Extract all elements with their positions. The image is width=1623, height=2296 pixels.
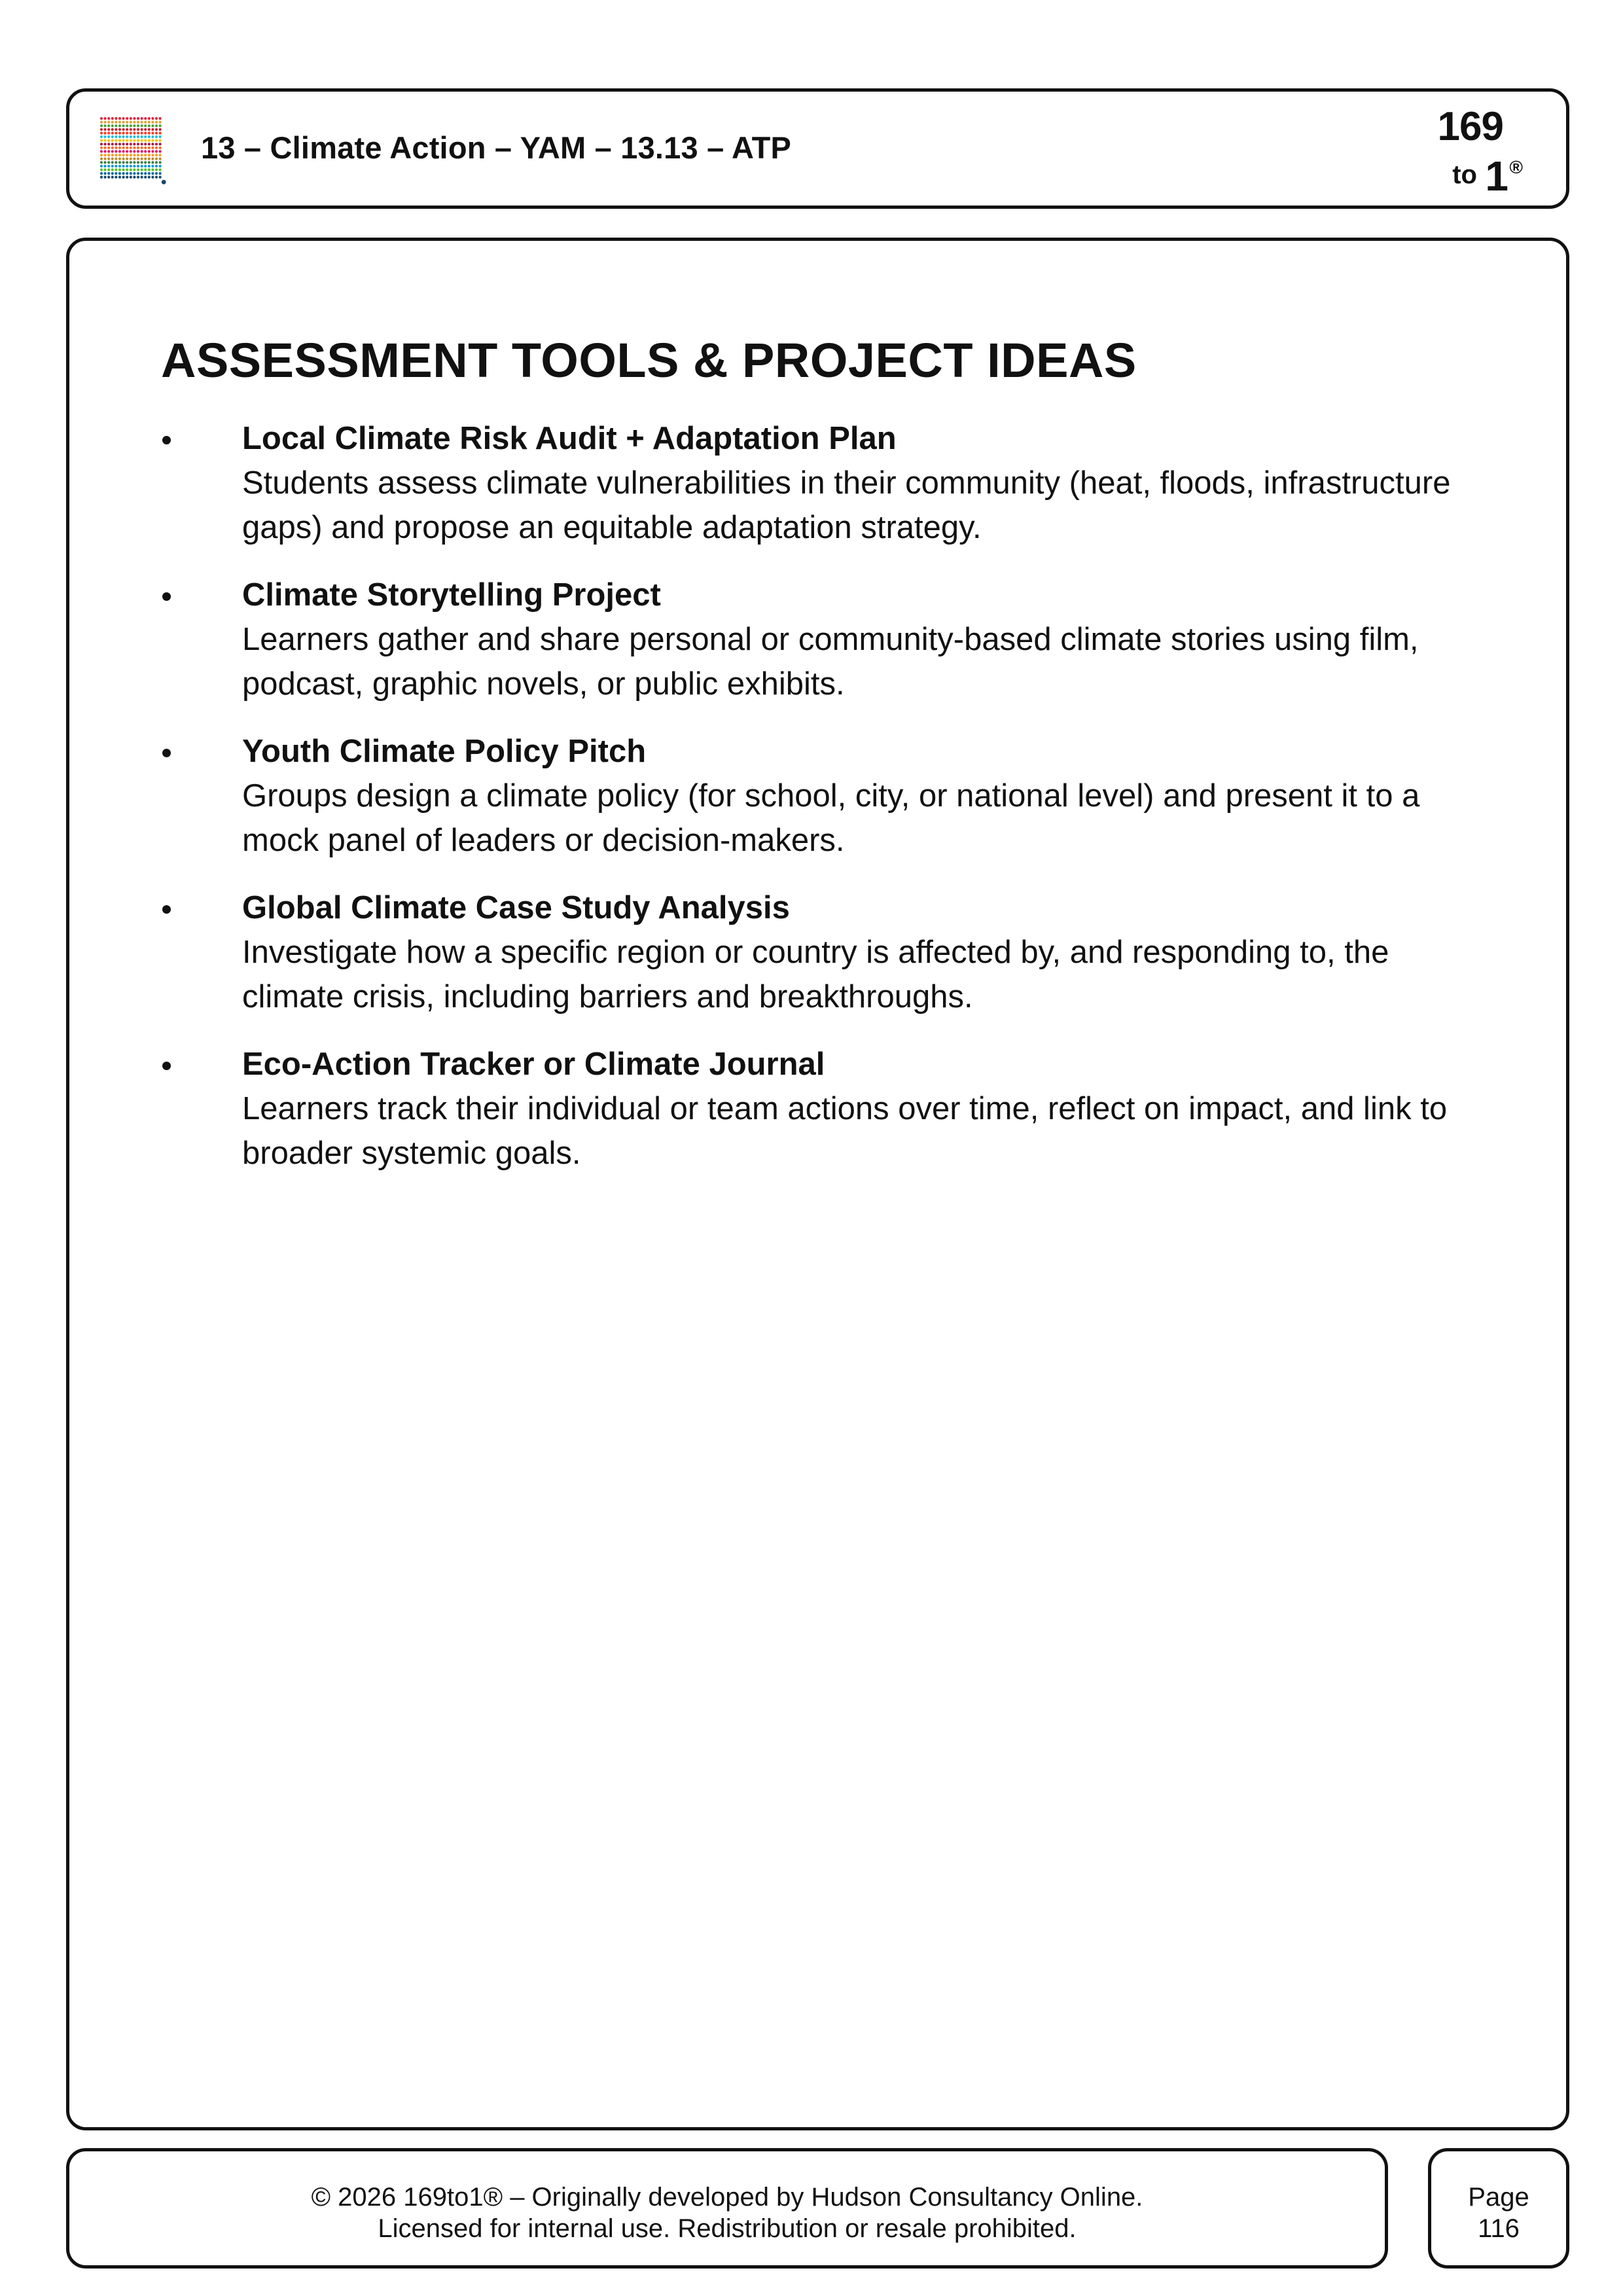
brand-to: to (1452, 160, 1477, 189)
brand-registered-mark: ® (1509, 157, 1523, 177)
list-item (161, 416, 1496, 550)
brand-number: 169 (1437, 104, 1503, 149)
bullet-icon (162, 436, 171, 444)
idea-title: Eco-Action Tracker or Climate Journal (242, 1047, 825, 1082)
idea-title: Climate Storytelling Project (242, 577, 661, 613)
content-panel (66, 238, 1569, 2130)
document-header (66, 88, 1569, 209)
list-item (161, 729, 1496, 863)
idea-title: Global Climate Case Study Analysis (242, 890, 790, 925)
list-item (161, 1042, 1496, 1175)
copyright-notice (69, 2181, 1385, 2244)
bullet-icon (162, 905, 171, 914)
bullet-icon (162, 749, 171, 757)
section-title: ASSESSMENT TOOLS & PROJECT IDEAS (161, 333, 1137, 387)
bullet-icon (162, 1062, 171, 1070)
page-label: Page (1468, 2183, 1529, 2212)
license-line: Licensed for internal use. Redistribution or resale prohibited. (378, 2214, 1077, 2243)
page-indicator (1431, 2181, 1566, 2244)
footer-copyright-box (66, 2148, 1388, 2269)
bullet-icon (162, 592, 171, 601)
sdg-dot-grid-logo-icon (98, 115, 169, 187)
page-number-box (1428, 2148, 1569, 2269)
document-title: 13 – Climate Action – YAM – 13.13 – ATP (201, 130, 792, 165)
copyright-line: © 2026 169to1® – Originally developed by Hudson Consultancy Online. (311, 2183, 1143, 2212)
idea-description: Students assess climate vulnerabilities in their community (heat, floods, infrastructure gaps) and propose an equitable adaptation strategy. (242, 465, 1451, 545)
idea-title: Local Climate Risk Audit + Adaptation Plan (242, 421, 897, 456)
idea-description: Learners track their individual or team actions over time, reflect on impact, and link to broader systemic goals. (242, 1091, 1448, 1171)
idea-description: Groups design a climate policy (for school, city, or national level) and present it to a mock panel of leaders or decision-makers. (242, 778, 1420, 858)
idea-description: Learners gather and share personal or community-based climate stories using film, podcast, graphic novels, or public exhibits. (242, 622, 1419, 702)
brand-logo (1418, 98, 1523, 203)
list-item (161, 886, 1496, 1019)
idea-description: Investigate how a specific region or country is affected by, and responding to, the climate crisis, including barriers and breakthroughs. (242, 935, 1389, 1014)
list-item (161, 573, 1496, 706)
page-number: 116 (1478, 2214, 1520, 2243)
idea-list (161, 416, 1496, 1198)
brand-one: 1 (1485, 152, 1508, 200)
idea-title: Youth Climate Policy Pitch (242, 734, 647, 769)
